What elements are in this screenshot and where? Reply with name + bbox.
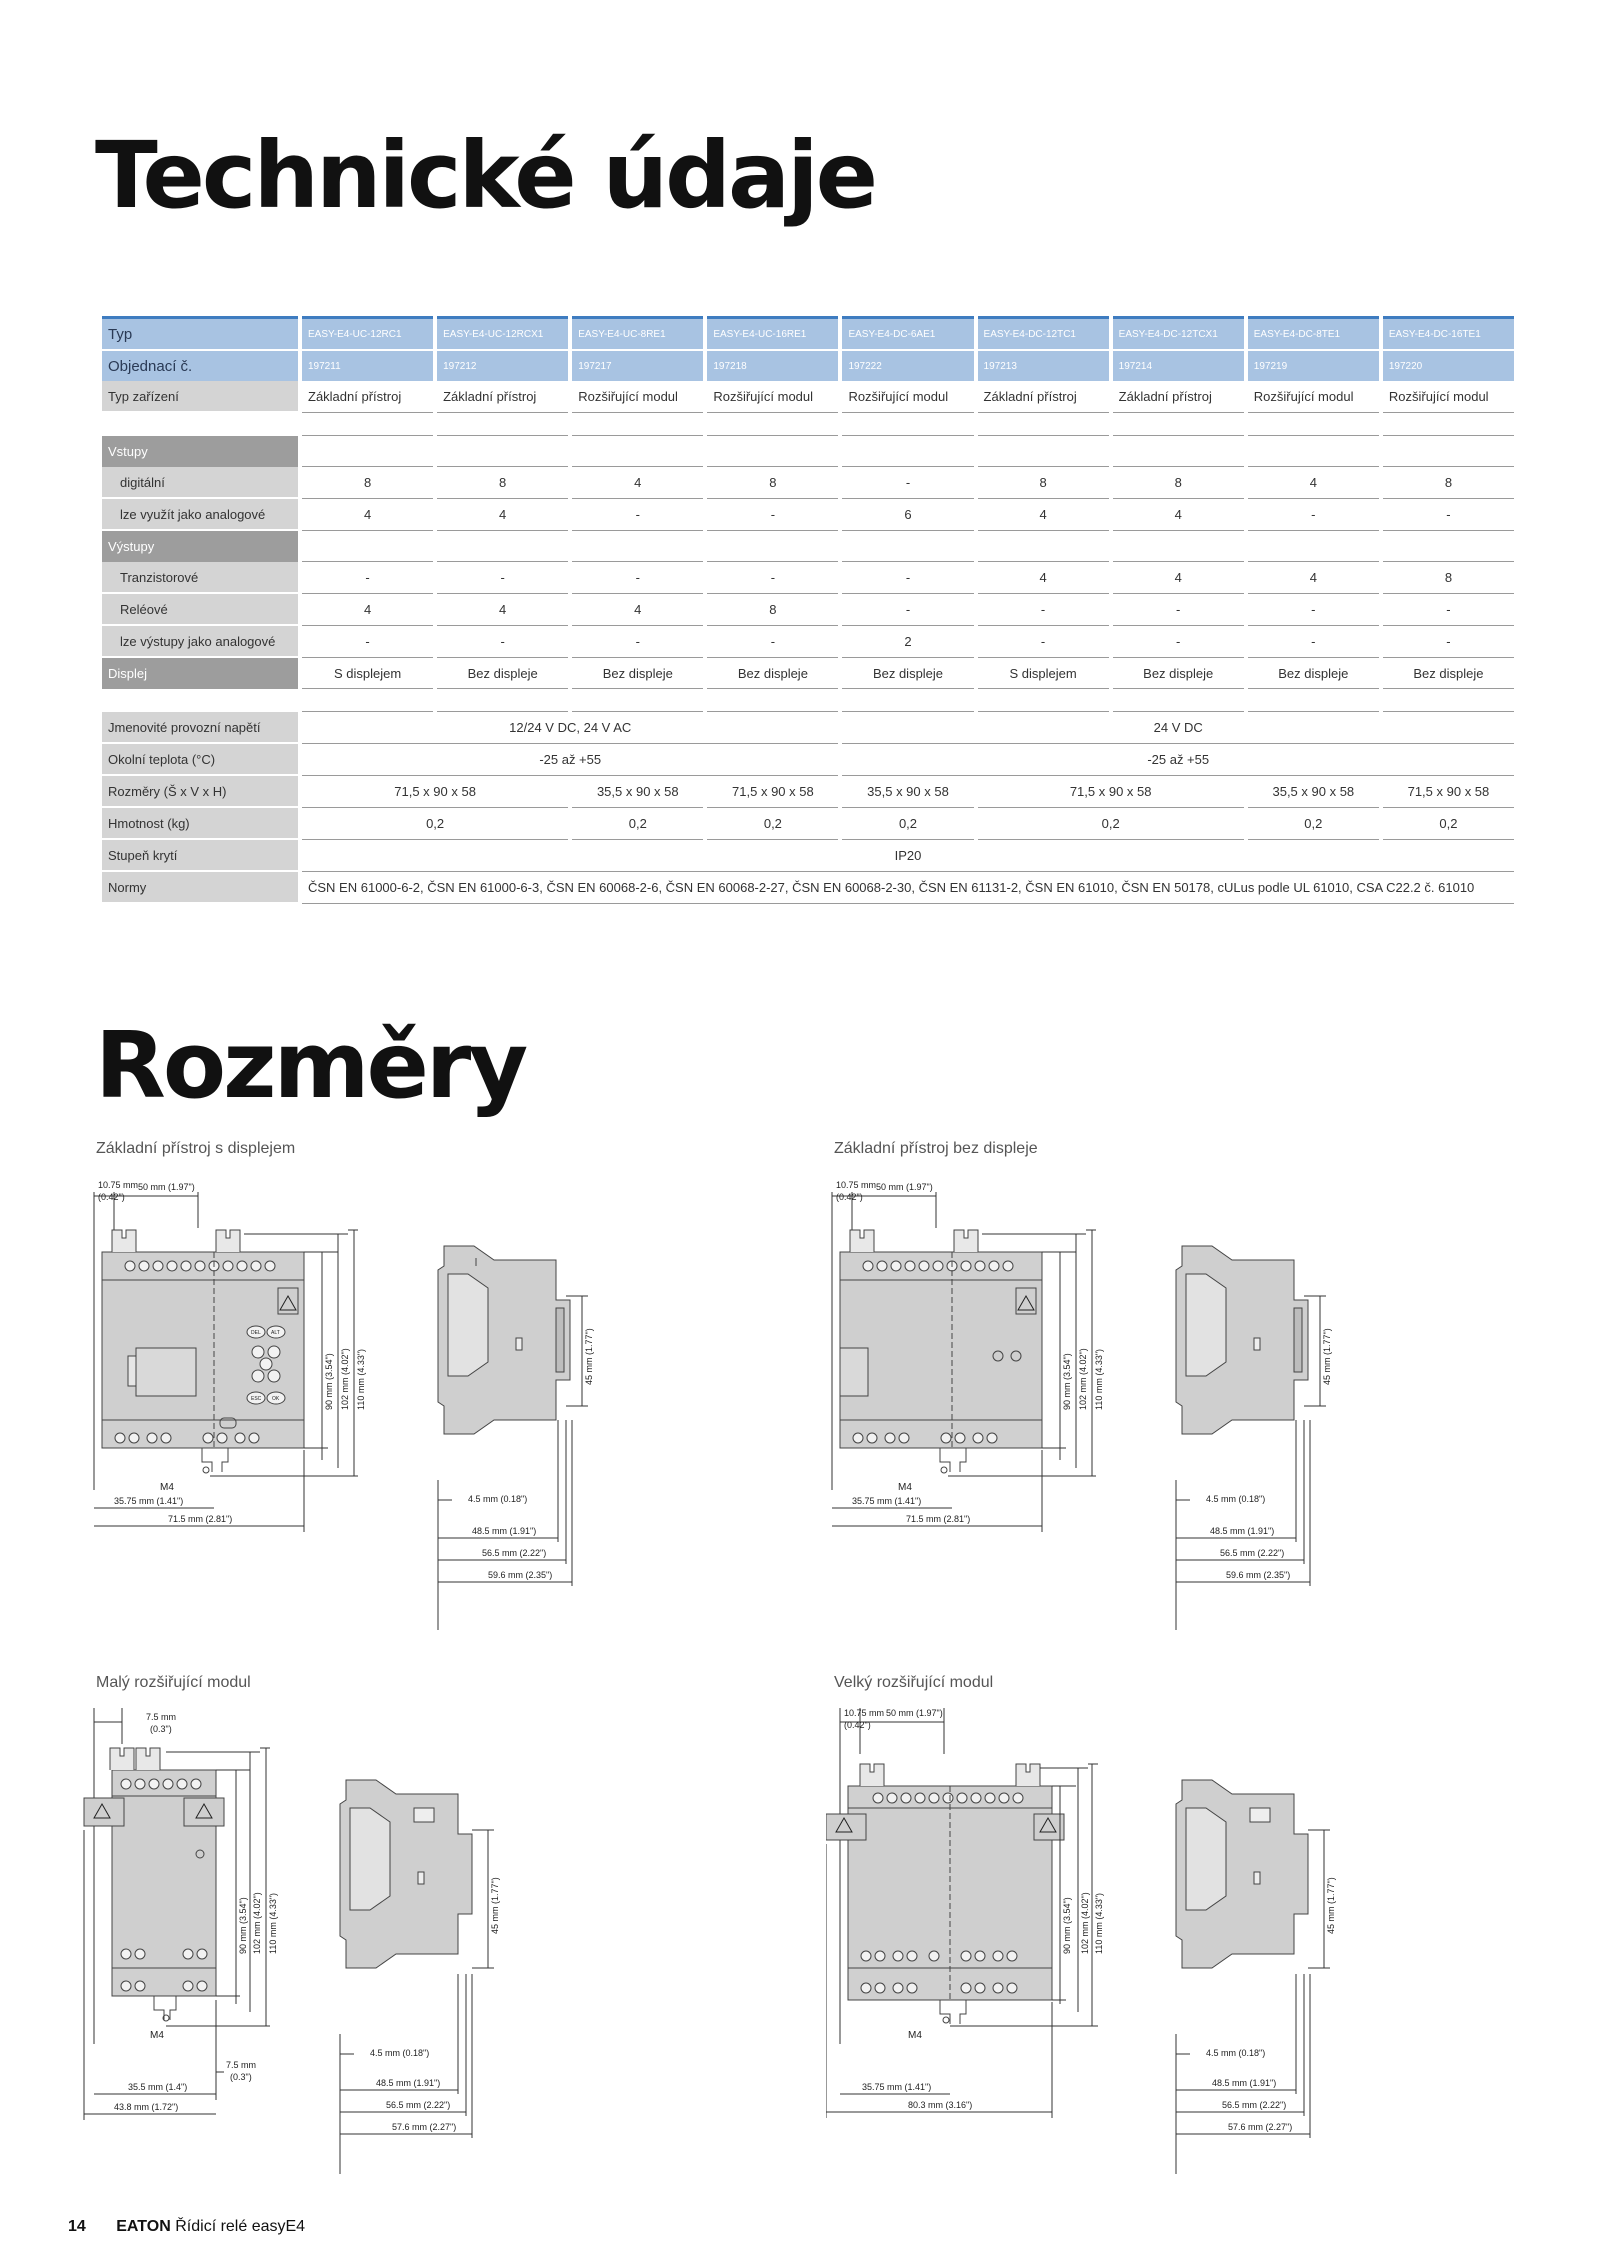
row-label-weight: Hmotnost (kg) xyxy=(102,808,298,840)
value-cell: 4 xyxy=(1113,499,1244,531)
dim-h2: 102 mm (4.02") xyxy=(252,1892,262,1954)
order-cell: 197220 xyxy=(1383,349,1514,381)
side-view xyxy=(340,1780,472,1968)
dim-s2: 48.5 mm (1.91") xyxy=(472,1526,537,1536)
dim-m4: M4 xyxy=(898,1482,912,1493)
dim-b2: 71.5 mm (2.81") xyxy=(906,1514,971,1524)
value-cell: 8 xyxy=(707,594,838,626)
dim-h2: 102 mm (4.02") xyxy=(1080,1892,1090,1954)
dim-top2: 50 mm (1.97") xyxy=(886,1708,943,1718)
spacer xyxy=(437,413,568,436)
dim-h3: 110 mm (4.33") xyxy=(1094,1348,1104,1410)
table-row xyxy=(102,744,1514,776)
table-row xyxy=(102,626,1514,658)
type-cell: EASY-E4-DC-6AE1 xyxy=(842,316,973,349)
dim-h3: 110 mm (4.33") xyxy=(1094,1892,1104,1954)
order-cell: 197212 xyxy=(437,349,568,381)
type-cell: EASY-E4-UC-16RE1 xyxy=(707,316,838,349)
order-cell: 197211 xyxy=(302,349,433,381)
dim-h3: 110 mm (4.33") xyxy=(268,1892,278,1954)
type-cell: EASY-E4-DC-8TE1 xyxy=(1248,316,1379,349)
dim-top: 10.75 mm xyxy=(98,1180,139,1190)
side-view xyxy=(438,1246,570,1434)
spacer xyxy=(102,413,298,436)
value-cell: 8 xyxy=(1383,467,1514,499)
drawing-small-module xyxy=(70,1704,770,2184)
value-cell: - xyxy=(437,562,568,594)
row-label-voltage: Jmenovité provozní napětí xyxy=(102,712,298,744)
table-row xyxy=(102,872,1514,904)
dim-m4: M4 xyxy=(908,2030,922,2041)
spacer xyxy=(302,413,433,436)
dim-s2: 48.5 mm (1.91") xyxy=(1212,2078,1277,2088)
order-cell: 197222 xyxy=(842,349,973,381)
row-label-inputs: Vstupy xyxy=(102,436,298,467)
value-cell: 4 xyxy=(437,499,568,531)
empty-cell xyxy=(1383,436,1514,467)
type-cell: EASY-E4-UC-8RE1 xyxy=(572,316,703,349)
value-cell: 8 xyxy=(302,467,433,499)
dim-side-h: 45 mm (1.77") xyxy=(1326,1877,1336,1934)
value-cell: - xyxy=(707,499,838,531)
spacer xyxy=(707,413,838,436)
value-cell: 71,5 x 90 x 58 xyxy=(1383,776,1514,808)
front-view xyxy=(102,1230,304,1473)
dim-top: 10.75 mm xyxy=(844,1708,885,1718)
device-cell: Základní přístroj xyxy=(302,381,433,413)
table-row xyxy=(102,594,1514,626)
empty-cell xyxy=(978,436,1109,467)
value-cell: -25 až +55 xyxy=(302,744,838,776)
empty-cell xyxy=(302,436,433,467)
dim-top-in: (0.3") xyxy=(150,1724,172,1734)
page-footer xyxy=(68,2218,305,2236)
drawing-title-small-module: Malý rozšiřující modul xyxy=(96,1674,251,1691)
order-cell: 197218 xyxy=(707,349,838,381)
spacer xyxy=(102,689,298,712)
dim-h2: 102 mm (4.02") xyxy=(1078,1348,1088,1410)
empty-cell xyxy=(1383,531,1514,562)
empty-cell xyxy=(1248,436,1379,467)
value-cell: ČSN EN 61000-6-2, ČSN EN 61000-6-3, ČSN EN 60068-2-6, ČSN EN 60068-2-27, ČSN EN 60068-2-30, ČSN EN 61131-2, ČSN EN 61010, ČSN EN 50178, cULus podle UL 61010, CSA C22.2 č. 61010 xyxy=(302,872,1514,904)
dim-s2: 48.5 mm (1.91") xyxy=(376,2078,441,2088)
table-row xyxy=(102,467,1514,499)
value-cell: - xyxy=(572,499,703,531)
value-cell: 8 xyxy=(1113,467,1244,499)
value-cell: 4 xyxy=(572,594,703,626)
value-cell: S displejem xyxy=(978,658,1109,689)
spacer xyxy=(842,413,973,436)
value-cell: - xyxy=(1383,626,1514,658)
device-cell: Rozšiřující modul xyxy=(842,381,973,413)
value-cell: 4 xyxy=(978,562,1109,594)
dim-b1: 35.75 mm (1.41") xyxy=(852,1496,922,1506)
value-cell: 4 xyxy=(302,499,433,531)
value-cell: - xyxy=(1248,594,1379,626)
device-cell: Základní přístroj xyxy=(437,381,568,413)
table-row xyxy=(102,808,1514,840)
side-view xyxy=(1176,1246,1308,1434)
empty-cell xyxy=(437,436,568,467)
type-cell: EASY-E4-UC-12RCX1 xyxy=(437,316,568,349)
value-cell: 0,2 xyxy=(302,808,568,840)
value-cell: Bez displeje xyxy=(1383,658,1514,689)
device-cell: Rozšiřující modul xyxy=(1248,381,1379,413)
dim-s4: 59.6 mm (2.35") xyxy=(488,1570,553,1580)
empty-cell xyxy=(707,531,838,562)
drawing-basic-nodisplay xyxy=(826,1170,1506,1650)
dim-b2: 80.3 mm (3.16") xyxy=(908,2100,973,2110)
dim-b1: 35.5 mm (1.4") xyxy=(128,2082,188,2092)
value-cell: 4 xyxy=(437,594,568,626)
dim-s1: 4.5 mm (0.18") xyxy=(1206,2048,1266,2058)
dim-h1: 90 mm (3.54") xyxy=(1062,1897,1072,1954)
dim-h3: 110 mm (4.33") xyxy=(356,1348,366,1410)
dim-b2: 71.5 mm (2.81") xyxy=(168,1514,233,1524)
value-cell: - xyxy=(1383,594,1514,626)
type-cell: EASY-E4-DC-12TCX1 xyxy=(1113,316,1244,349)
dim-m4: M4 xyxy=(150,2030,164,2041)
dim-s1: 4.5 mm (0.18") xyxy=(468,1494,528,1504)
spec-table xyxy=(98,316,1518,904)
dim-s4: 57.6 mm (2.27") xyxy=(392,2122,457,2132)
value-cell: 4 xyxy=(572,467,703,499)
table-row xyxy=(102,562,1514,594)
dimensions-title: Rozměry xyxy=(95,1012,526,1119)
value-cell: 0,2 xyxy=(1248,808,1379,840)
value-cell: 2 xyxy=(842,626,973,658)
spacer xyxy=(437,689,568,712)
spacer xyxy=(978,413,1109,436)
dim-s3: 56.5 mm (2.22") xyxy=(1222,2100,1287,2110)
row-label-outputs: Výstupy xyxy=(102,531,298,562)
row-label-transistor: Tranzistorové xyxy=(102,562,298,594)
drawing-title-basic-display: Základní přístroj s displejem xyxy=(96,1140,296,1157)
empty-cell xyxy=(842,531,973,562)
drawing-basic-display xyxy=(88,1170,768,1650)
key-alt: ALT xyxy=(271,1330,280,1336)
table-row xyxy=(102,499,1514,531)
value-cell: 35,5 x 90 x 58 xyxy=(1248,776,1379,808)
value-cell: - xyxy=(1248,499,1379,531)
empty-cell xyxy=(707,436,838,467)
table-row xyxy=(102,316,1514,349)
dim-side-h: 45 mm (1.77") xyxy=(584,1328,594,1385)
page-number: 14 xyxy=(68,2218,86,2235)
value-cell: - xyxy=(842,562,973,594)
value-cell: 6 xyxy=(842,499,973,531)
table-row xyxy=(102,840,1514,872)
dim-top-in: (0.42") xyxy=(98,1192,125,1202)
table-row xyxy=(102,776,1514,808)
dim-s3: 56.5 mm (2.22") xyxy=(1220,1548,1285,1558)
key-ok: OK xyxy=(272,1396,280,1402)
dim-s2: 48.5 mm (1.91") xyxy=(1210,1526,1275,1536)
key-del: DEL xyxy=(251,1330,261,1336)
table-row xyxy=(102,436,1514,467)
spacer xyxy=(1248,413,1379,436)
spacer xyxy=(978,689,1109,712)
value-cell: 4 xyxy=(978,499,1109,531)
table-row xyxy=(102,381,1514,413)
spacer xyxy=(1113,689,1244,712)
side-view xyxy=(1176,1780,1308,1968)
value-cell: 0,2 xyxy=(978,808,1244,840)
type-cell: EASY-E4-DC-12TC1 xyxy=(978,316,1109,349)
value-cell: 24 V DC xyxy=(842,712,1514,744)
row-label-ip: Stupeň krytí xyxy=(102,840,298,872)
value-cell: - xyxy=(842,594,973,626)
value-cell: - xyxy=(707,562,838,594)
dim-s3: 56.5 mm (2.22") xyxy=(386,2100,451,2110)
device-cell: Rozšiřující modul xyxy=(707,381,838,413)
dim-h2: 102 mm (4.02") xyxy=(340,1348,350,1410)
row-label-norms: Normy xyxy=(102,872,298,904)
row-label-order: Objednací č. xyxy=(102,349,298,381)
spacer xyxy=(1248,689,1379,712)
table-row xyxy=(102,531,1514,562)
dim-h1: 90 mm (3.54") xyxy=(324,1353,334,1410)
type-cell: EASY-E4-UC-12RC1 xyxy=(302,316,433,349)
empty-cell xyxy=(978,531,1109,562)
value-cell: - xyxy=(302,626,433,658)
value-cell: 0,2 xyxy=(707,808,838,840)
value-cell: - xyxy=(437,626,568,658)
value-cell: 71,5 x 90 x 58 xyxy=(302,776,568,808)
key-esc: ESC xyxy=(251,1396,262,1402)
value-cell: Bez displeje xyxy=(1113,658,1244,689)
value-cell: Bez displeje xyxy=(572,658,703,689)
dim-h1: 90 mm (3.54") xyxy=(238,1897,248,1954)
row-label-temp: Okolní teplota (°C) xyxy=(102,744,298,776)
value-cell: 35,5 x 90 x 58 xyxy=(842,776,973,808)
dim-s1: 4.5 mm (0.18") xyxy=(370,2048,430,2058)
dim-s4: 59.6 mm (2.35") xyxy=(1226,1570,1291,1580)
value-cell: 4 xyxy=(1113,562,1244,594)
dim-m4: M4 xyxy=(160,1482,174,1493)
value-cell: - xyxy=(572,626,703,658)
type-cell: EASY-E4-DC-16TE1 xyxy=(1383,316,1514,349)
value-cell: - xyxy=(1113,594,1244,626)
order-cell: 197213 xyxy=(978,349,1109,381)
value-cell: - xyxy=(1248,626,1379,658)
drawing-title-basic-nodisplay: Základní přístroj bez displeje xyxy=(834,1140,1038,1157)
value-cell: 8 xyxy=(978,467,1109,499)
dim-top: 10.75 mm xyxy=(836,1180,877,1190)
empty-cell xyxy=(572,531,703,562)
dim-b1: 35.75 mm (1.41") xyxy=(114,1496,184,1506)
drawing-title-large-module: Velký rozšiřující modul xyxy=(834,1674,994,1691)
dim-top-in: (0.42") xyxy=(844,1720,871,1730)
value-cell: Bez displeje xyxy=(1248,658,1379,689)
value-cell: IP20 xyxy=(302,840,1514,872)
value-cell: - xyxy=(572,562,703,594)
dim-s3: 56.5 mm (2.22") xyxy=(482,1548,547,1558)
footer-text: Řídicí relé easyE4 xyxy=(175,2218,306,2235)
value-cell: S displejem xyxy=(302,658,433,689)
device-cell: Základní přístroj xyxy=(1113,381,1244,413)
empty-cell xyxy=(437,531,568,562)
row-label-relay: Reléové xyxy=(102,594,298,626)
page-title: Technické údaje xyxy=(95,122,876,229)
value-cell: - xyxy=(1383,499,1514,531)
dim-r1: 7.5 mm xyxy=(226,2060,257,2070)
row-label-digital: digitální xyxy=(102,467,298,499)
order-cell: 197217 xyxy=(572,349,703,381)
dim-top-in: (0.42") xyxy=(836,1192,863,1202)
value-cell: 0,2 xyxy=(842,808,973,840)
table-row xyxy=(102,658,1514,689)
row-label-size: Rozměry (Š x V x H) xyxy=(102,776,298,808)
device-cell: Rozšiřující modul xyxy=(572,381,703,413)
device-cell: Rozšiřující modul xyxy=(1383,381,1514,413)
row-label-device: Typ zařízení xyxy=(102,381,298,413)
dim-top2: 50 mm (1.97") xyxy=(876,1182,933,1192)
value-cell: -25 až +55 xyxy=(842,744,1514,776)
spacer xyxy=(1383,413,1514,436)
value-cell: 0,2 xyxy=(1383,808,1514,840)
value-cell: 4 xyxy=(1248,467,1379,499)
value-cell: - xyxy=(978,626,1109,658)
table-row xyxy=(102,413,1514,436)
value-cell: 8 xyxy=(437,467,568,499)
dim-s1: 4.5 mm (0.18") xyxy=(1206,1494,1266,1504)
dim-s4: 57.6 mm (2.27") xyxy=(1228,2122,1293,2132)
value-cell: 4 xyxy=(302,594,433,626)
value-cell: - xyxy=(842,467,973,499)
value-cell: 8 xyxy=(1383,562,1514,594)
dim-h1: 90 mm (3.54") xyxy=(1062,1353,1072,1410)
empty-cell xyxy=(302,531,433,562)
table-row xyxy=(102,349,1514,381)
order-cell: 197214 xyxy=(1113,349,1244,381)
spacer xyxy=(1383,689,1514,712)
table-row xyxy=(102,689,1514,712)
row-label-analog-out: lze výstupy jako analogové xyxy=(102,626,298,658)
front-view xyxy=(840,1230,1042,1473)
drawing-large-module xyxy=(826,1704,1506,2184)
value-cell: 0,2 xyxy=(572,808,703,840)
value-cell: Bez displeje xyxy=(437,658,568,689)
dim-side-h: 45 mm (1.77") xyxy=(1322,1328,1332,1385)
empty-cell xyxy=(1113,436,1244,467)
order-cell: 197219 xyxy=(1248,349,1379,381)
value-cell: - xyxy=(707,626,838,658)
table-row xyxy=(102,712,1514,744)
value-cell: 12/24 V DC, 24 V AC xyxy=(302,712,838,744)
empty-cell xyxy=(1248,531,1379,562)
dim-top2: 50 mm (1.97") xyxy=(138,1182,195,1192)
dim-r1-in: (0.3") xyxy=(230,2072,252,2082)
value-cell: 71,5 x 90 x 58 xyxy=(978,776,1244,808)
spacer xyxy=(842,689,973,712)
dim-top: 7.5 mm xyxy=(146,1712,177,1722)
value-cell: 71,5 x 90 x 58 xyxy=(707,776,838,808)
row-label-analog-in: lze využít jako analogové xyxy=(102,499,298,531)
empty-cell xyxy=(572,436,703,467)
device-cell: Základní přístroj xyxy=(978,381,1109,413)
empty-cell xyxy=(1113,531,1244,562)
value-cell: - xyxy=(978,594,1109,626)
spacer xyxy=(707,689,838,712)
value-cell: 4 xyxy=(1248,562,1379,594)
value-cell: - xyxy=(302,562,433,594)
dim-b1: 35.75 mm (1.41") xyxy=(862,2082,932,2092)
value-cell: Bez displeje xyxy=(842,658,973,689)
front-view xyxy=(84,1748,224,2021)
brand-name: EATON xyxy=(116,2218,171,2235)
spacer xyxy=(572,689,703,712)
row-label-display: Displej xyxy=(102,658,298,689)
front-view xyxy=(826,1764,1064,2024)
row-label-type: Typ xyxy=(102,316,298,349)
spacer xyxy=(302,689,433,712)
empty-cell xyxy=(842,436,973,467)
value-cell: Bez displeje xyxy=(707,658,838,689)
spacer xyxy=(572,413,703,436)
spacer xyxy=(1113,413,1244,436)
dim-b2: 43.8 mm (1.72") xyxy=(114,2102,179,2112)
dim-side-h: 45 mm (1.77") xyxy=(490,1877,500,1934)
value-cell: - xyxy=(1113,626,1244,658)
value-cell: 8 xyxy=(707,467,838,499)
value-cell: 35,5 x 90 x 58 xyxy=(572,776,703,808)
